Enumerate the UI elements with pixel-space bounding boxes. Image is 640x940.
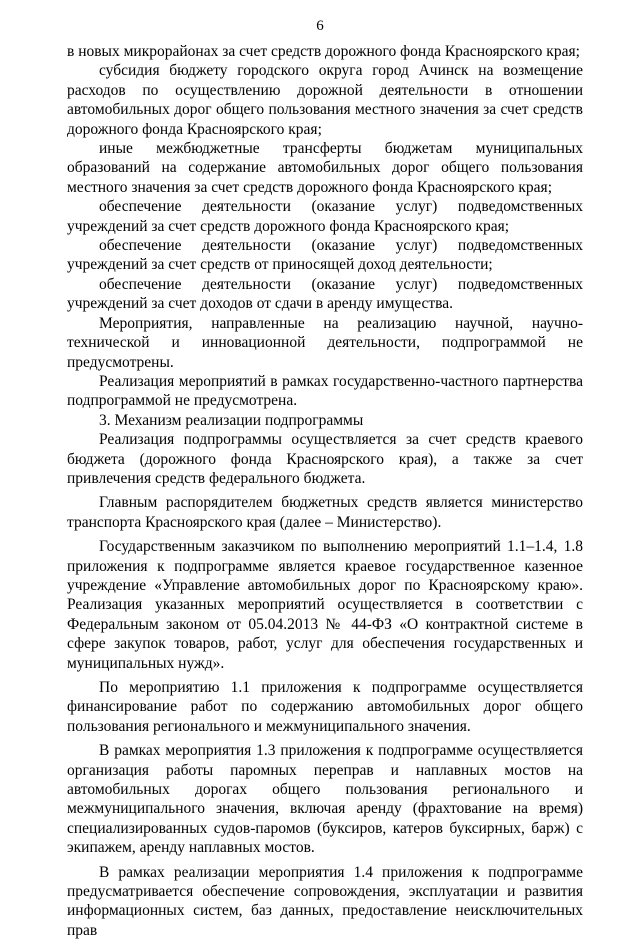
paragraph-property-lease: обеспечение деятельности (оказание услуг) подведомственных учреждений за счет доходов от сдачи в аренду имущества. bbox=[67, 275, 583, 313]
section-heading: 3. Механизм реализации подпрограммы bbox=[99, 411, 364, 429]
paragraph-subsidy-achinsk: субсидия бюджету городского округа город Ачинск на возмещение расходов по осуществлению дорожной деятельности в отношении автомобильных дорог общего пользования местного значения за счет средств дорожного фонда Красноярского края; bbox=[67, 62, 583, 138]
paragraph-scientific-activity: Мероприятия, направленные на реализацию научной, научно-технической и инновационной деятельности, подпрограммой не предусмотрены. bbox=[67, 314, 583, 371]
paragraph-ppp: Реализация мероприятий в рамках государственно-частного партнерства подпрограммой не предусмотрена. bbox=[67, 372, 583, 410]
paragraph-income-activity: обеспечение деятельности (оказание услуг) подведомственных учреждений за счет средств от приносящей доход деятельности; bbox=[67, 237, 583, 274]
paragraph-measure-1-4: В рамках реализации мероприятия 1.4 приложения к подпрограмме предусматривается обеспечение сопровождения, эксплуатации и развития информационных систем, баз данных, предоставление неисключительных прав bbox=[67, 863, 583, 939]
document-body bbox=[67, 42, 583, 940]
paragraph-chief-manager: Главным распорядителем бюджетных средств является министерство транспорта Красноярского края (далее – Министерство). bbox=[67, 494, 583, 531]
paragraph-state-customer: Государственным заказчиком по выполнению мероприятий 1.1–1.4, 1.8 приложения к подпрограмме является краевое государственное казенное учреждение «Управление автомобильных дорог по Красноярскому краю». Реализация указанных мероприятий осуществляется в соответствии с Федеральным законом от 05.04.2013 № 44-ФЗ «О контрактной системе в сфере закупок товаров, работ, услуг для обеспечения государственных и муниципальных нужд». bbox=[67, 538, 583, 672]
paragraph-measure-1-3: В рамках мероприятия 1.3 приложения к подпрограмме осуществляется организация работы паромных переправ и наплавных мостов на автомобильных дорогах общего пользования регионального и межмуниципального значения, включая аренду (фрахтование на время) специализированных судов-паромов (буксиров, катеров буксирных, барж) с экипажем, аренду наплавных мостов. bbox=[67, 742, 583, 857]
paragraph-funding-sources: Реализация подпрограммы осуществляется за счет средств краевого бюджета (дорожного фонда Красноярского края), а также за счет привлечения средств федерального бюджета. bbox=[67, 431, 583, 487]
paragraph-interbudget-transfers: иные межбюджетные трансферты бюджетам муниципальных образований на содержание автомобильных дорог общего пользования местного значения за счет средств дорожного фонда Красноярского края; bbox=[67, 140, 583, 196]
page-number: 6 bbox=[316, 18, 324, 34]
paragraph-continuation: в новых микрорайонах за счет средств дорожного фонда Красноярского края; bbox=[67, 43, 580, 60]
paragraph-road-fund-institutions: обеспечение деятельности (оказание услуг) подведомственных учреждений за счет средств дорожного фонда Красноярского края; bbox=[67, 198, 583, 235]
paragraph-measure-1-1: По мероприятию 1.1 приложения к подпрограмме осуществляется финансирование работ по содержанию автомобильных дорог общего пользования регионального и межмуниципального значения. bbox=[67, 679, 583, 735]
